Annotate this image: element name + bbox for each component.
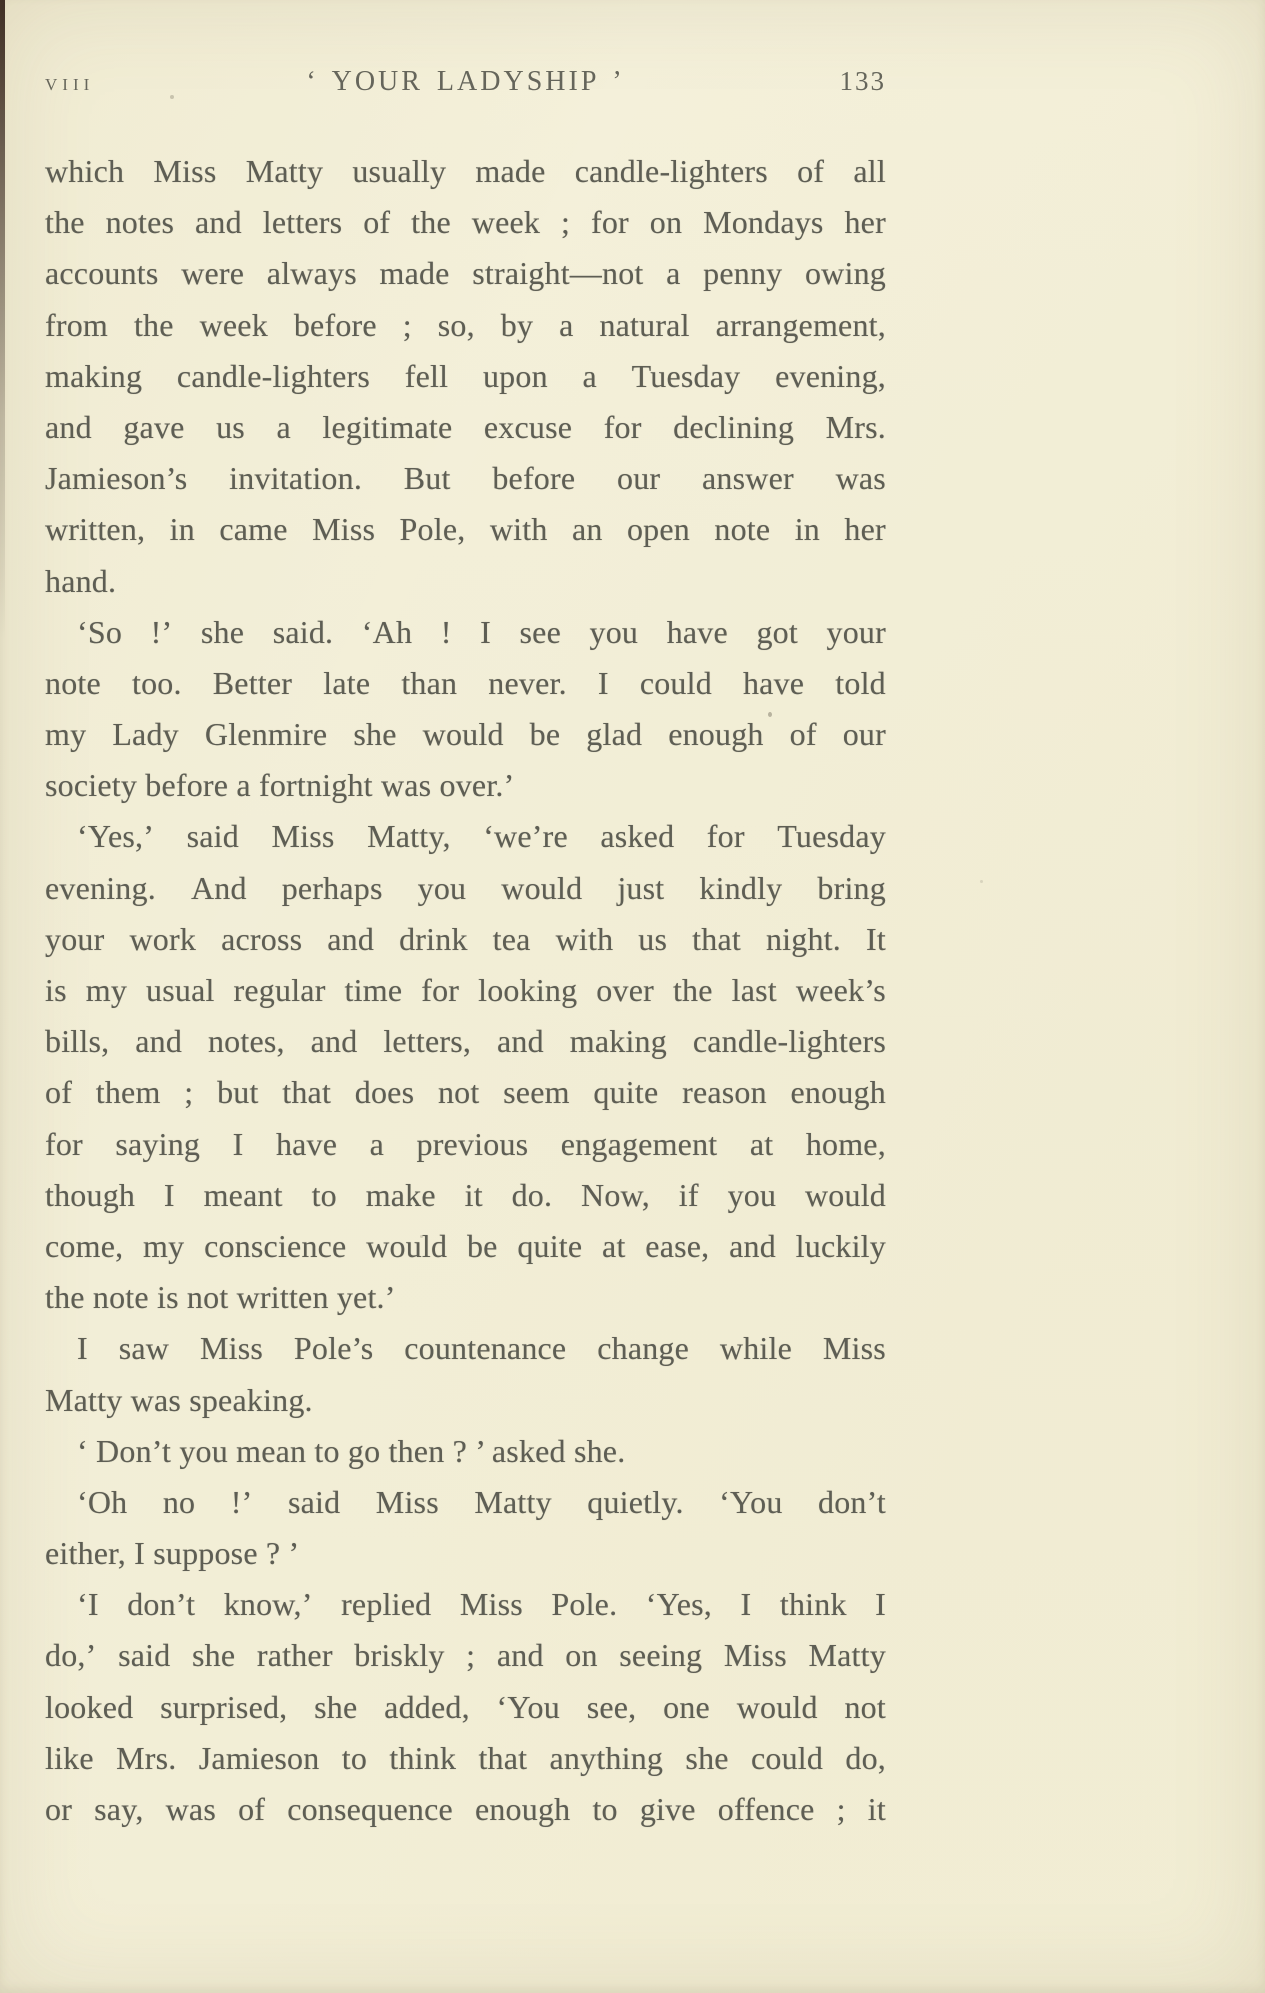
text-line: looked surprised, she added, ‘You see, one would not: [45, 1688, 886, 1725]
paragraph: [45, 1426, 886, 1477]
text-line: evening. And perhaps you would just kindly bring: [45, 869, 886, 906]
text-line: which Miss Matty usually made candle-lighters of all: [45, 153, 886, 189]
paper-speck: [170, 95, 174, 99]
page-number: 133: [839, 66, 886, 96]
text-line: though I meant to make it do. Now, if you would: [45, 1176, 886, 1213]
text-line: like Mrs. Jamieson to think that anything she could do,: [45, 1739, 886, 1776]
text-line: either, I suppose ? ’: [45, 1535, 300, 1572]
text-body: [45, 146, 886, 1835]
text-line: I saw Miss Pole’s countenance change while Miss: [77, 1330, 886, 1367]
text-line: for saying I have a previous engagement at home,: [45, 1125, 886, 1162]
text-line: from the week before ; so, by a natural arrangement,: [45, 306, 886, 343]
paragraph: [45, 1477, 886, 1579]
text-line: your work across and drink tea with us that night. It: [45, 920, 886, 957]
paper-speck: [980, 880, 983, 883]
text-line: ‘Oh no !’ said Miss Matty quietly. ‘You don’t: [77, 1483, 886, 1520]
paragraph: [45, 811, 886, 1323]
text-line: Jamieson’s invitation. But before our answer was: [45, 460, 886, 497]
running-title: ‘ YOUR LADYSHIP ’: [306, 66, 625, 97]
text-line: come, my conscience would be quite at ease, and luckily: [45, 1227, 886, 1264]
text-line: ‘I don’t know,’ replied Miss Pole. ‘Yes, I think I: [77, 1586, 886, 1623]
text-line: ‘ Don’t you mean to go then ? ’ asked she.: [77, 1432, 626, 1469]
paragraph: [45, 146, 886, 607]
text-line: my Lady Glenmire she would be glad enough of our: [45, 716, 886, 753]
text-line: the note is not written yet.’: [45, 1279, 396, 1316]
text-line: making candle-lighters fell upon a Tuesday evening,: [45, 357, 886, 394]
text-line: ‘Yes,’ said Miss Matty, ‘we’re asked for Tuesday: [77, 818, 886, 855]
paragraph: [45, 1579, 886, 1835]
chapter-number: viii: [45, 70, 95, 96]
text-line: do,’ said she rather briskly ; and on seeing Miss Matty: [45, 1637, 886, 1674]
text-line: bills, and notes, and letters, and making candle-lighters: [45, 1023, 886, 1060]
page-header: [45, 66, 886, 98]
text-line: of them ; but that does not seem quite reason enough: [45, 1074, 886, 1111]
scan-left-edge-shadow: [0, 0, 5, 640]
text-line: society before a fortnight was over.’: [45, 767, 515, 804]
text-line: and gave us a legitimate excuse for declining Mrs.: [45, 408, 886, 445]
text-line: Matty was speaking.: [45, 1381, 313, 1418]
paper-speck: [768, 712, 772, 717]
paper-speck: [420, 1235, 423, 1238]
text-line: the notes and letters of the week ; for on Mondays her: [45, 204, 886, 241]
text-line: written, in came Miss Pole, with an open note in her: [45, 511, 886, 548]
text-line: is my usual regular time for looking over the last week’s: [45, 972, 886, 1008]
text-line: note too. Better late than never. I could have told: [45, 664, 886, 701]
paragraph: [45, 607, 886, 812]
text-line: or say, was of consequence enough to give offence ; it: [45, 1791, 886, 1827]
text-line: accounts were always made straight—not a penny owing: [45, 255, 886, 292]
paragraph: [45, 1323, 886, 1425]
text-line: hand.: [45, 562, 117, 599]
text-line: ‘So !’ she said. ‘Ah ! I see you have got your: [77, 613, 886, 650]
